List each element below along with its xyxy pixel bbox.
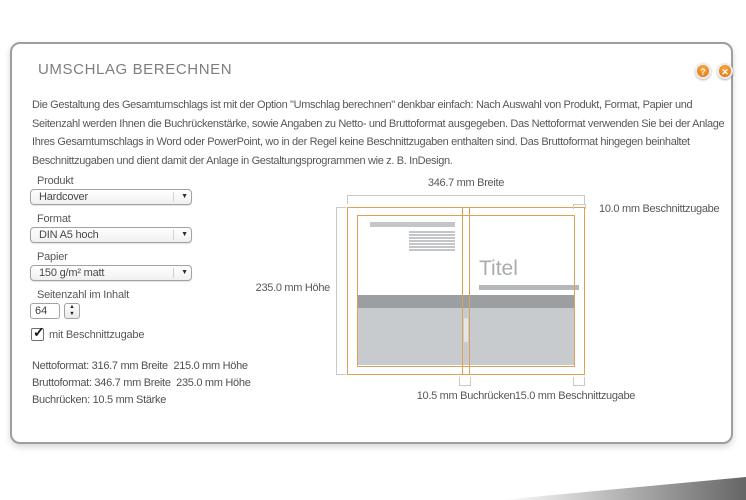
beschnittzugabe-checkbox[interactable] <box>31 324 45 341</box>
chevron-down-icon: ▼ <box>181 193 188 200</box>
produkt-select[interactable] <box>30 189 192 205</box>
help-button[interactable] <box>695 63 711 79</box>
format-label: Format <box>37 213 71 225</box>
beschnittzugabe-label: mit Beschnittzugabe <box>49 329 145 341</box>
bleed-top-label: 10.0 mm Beschnittzugabe <box>599 203 720 215</box>
format-select-value: DIN A5 hoch <box>39 229 99 241</box>
select-divider <box>173 230 174 240</box>
nettoformat-result: Nettoformat: 316.7 mm Breite 215.0 mm Höhe <box>32 360 248 372</box>
check-icon: ✓ <box>33 324 45 340</box>
width-dimension-bracket <box>347 195 585 204</box>
papier-select[interactable] <box>30 265 192 281</box>
stepper-up-button[interactable]: ▲ <box>69 304 75 310</box>
produkt-label: Produkt <box>37 175 74 187</box>
cover-title-text: Titel <box>479 257 518 280</box>
close-button[interactable] <box>717 63 733 79</box>
chevron-down-icon: ▼ <box>181 231 188 238</box>
dialog-panel <box>10 42 733 444</box>
produkt-select-value: Hardcover <box>39 191 88 203</box>
papier-select-value: 150 g/m² matt <box>39 267 105 279</box>
page-corner-shadow <box>500 477 746 500</box>
chevron-down-icon: ▼ <box>181 269 188 276</box>
height-dimension-bracket <box>336 207 346 375</box>
width-dimension-label: 346.7 mm Breite <box>427 177 505 189</box>
bleed-side-bracket <box>573 377 585 386</box>
papier-label: Papier <box>37 251 68 263</box>
spine-dimension-bracket <box>459 377 471 386</box>
spine-lines <box>462 207 470 375</box>
close-icon: ✕ <box>721 66 729 77</box>
height-dimension-label: 235.0 mm Höhe <box>255 282 330 294</box>
dialog-title: UMSCHLAG BERECHNEN <box>38 61 233 78</box>
stepper-down-button[interactable]: ▼ <box>69 311 75 317</box>
select-divider <box>173 192 174 202</box>
bruttoformat-result: Bruttoformat: 346.7 mm Breite 235.0 mm Höhe <box>32 377 251 389</box>
bleed-side-label: 15.0 mm Beschnittzugabe <box>514 390 636 402</box>
spine-dimension-label: 10.5 mm Buchrücken <box>416 390 516 402</box>
seitenzahl-stepper <box>64 303 80 319</box>
help-icon: ? <box>700 66 706 77</box>
buchruecken-result: Buchrücken: 10.5 mm Stärke <box>32 394 167 406</box>
bleed-top-bracket <box>573 204 586 209</box>
seitenzahl-label: Seitenzahl im Inhalt <box>37 289 129 301</box>
format-select[interactable] <box>30 227 192 243</box>
seitenzahl-input[interactable]: 64 <box>30 303 60 319</box>
intro-text: Die Gestaltung des Gesamtumschlags ist mit der Option "Umschlag berechnen" denkbar einfach: Nach Auswahl von Produkt, Format, Papier und Seitenzahl werden Ihnen die Buchrückenstärke, sowie Angaben zu Netto- und Bruttoformat ausgegeben. Das Nettoformat verwenden Sie bei der Anlage Ihres Gesamtumschlags in Word oder PowerPoint, wo in der Regel keine Beschnittzugaben enthalten sind. Das Bruttoformat hingegen beinhaltet Beschnittzugaben und dient damit der Anlage in Gestaltungsprogrammen wie z. B. InDesign. <box>32 99 725 167</box>
select-divider <box>173 268 174 278</box>
